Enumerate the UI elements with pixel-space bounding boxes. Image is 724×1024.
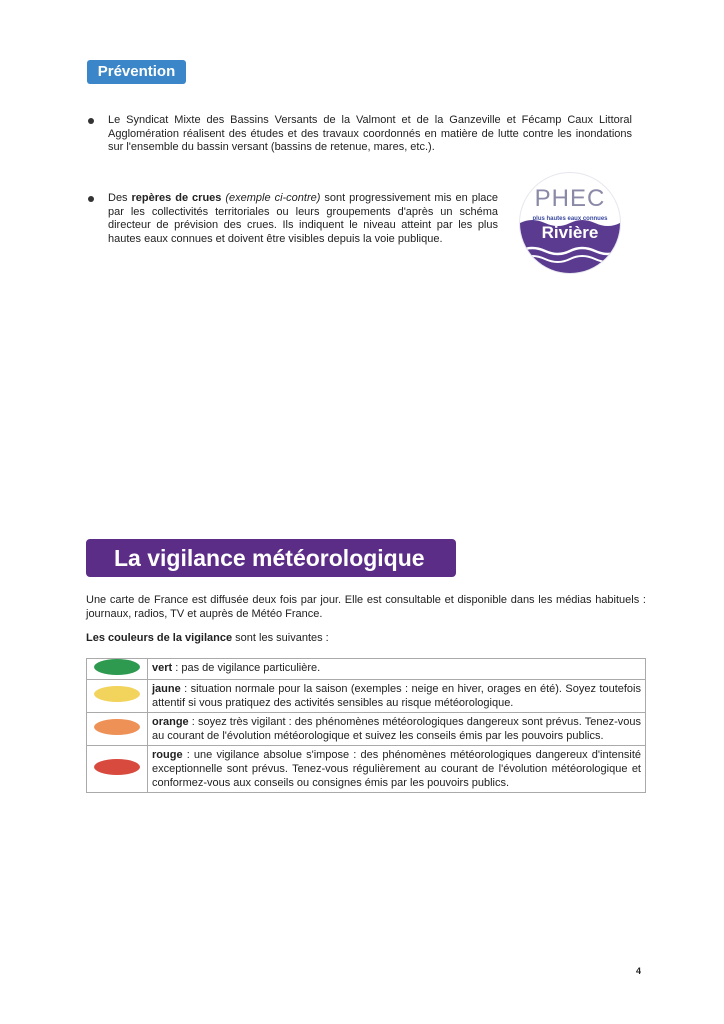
vigilance-intro: Une carte de France est diffusée deux fois par jour. Elle est consultable et disponible dans les médias habituels : journaux, radios, TV et auprès de Météo France.	[86, 594, 646, 620]
colors-heading-bold: Les couleurs de la vigilance	[86, 632, 233, 644]
phec-logo-title: PHEC	[534, 185, 606, 212]
bullet-text: Le Syndicat Mixte des Bassins Versants de la Valmont et de la Ganzeville et Fécamp Caux Littoral Agglomération réalisent des études et des travaux coordonnés en matière de lutte contre les inondations sur l'ensemble du bassin versant (bassins de retenue, mares, etc.).	[108, 114, 632, 153]
bullet-dot	[88, 118, 94, 124]
table-row	[87, 659, 646, 680]
phec-flood-marker-logo	[519, 172, 621, 274]
level-description: : situation normale pour la saison (exemples : neige en hiver, orages en été). Soyez toutefois attentif si vous pratiquez des activités sensibles au risque météorologique.	[152, 683, 641, 709]
bullet-text-start: Des	[108, 192, 132, 204]
red-level-swatch	[94, 759, 140, 775]
green-level-swatch	[94, 659, 140, 675]
bullet-text-rest: sont progressivement mis en place par les collectivités territoriales ou leurs groupements d'après un schéma directeur de prévision des crues. Ils indiquent le niveau atteint par les plus hautes eaux connues et doivent être visibles depuis la voie publique.	[108, 192, 499, 245]
level-name: vert	[152, 662, 173, 674]
level-description: : soyez très vigilant : des phénomènes météorologiques dangereux sont prévus. Tenez-vous au courant de l'évolution météorologique et suivez les conseils émis par les pouvoirs publics.	[152, 716, 641, 742]
page-number: 4	[636, 966, 642, 976]
vigilance-heading: La vigilance météorologique	[86, 539, 456, 577]
table-row	[87, 680, 646, 713]
bullet-italic-note: (exemple ci-contre)	[225, 192, 321, 204]
level-name: rouge	[152, 749, 183, 761]
level-name: orange	[152, 716, 189, 728]
orange-level-swatch	[94, 719, 140, 735]
colors-heading	[86, 631, 329, 645]
phec-logo-river: Rivière	[541, 223, 599, 242]
phec-logo-subtitle: plus hautes eaux connues	[532, 216, 608, 222]
colors-heading-rest: sont les suivantes :	[232, 632, 329, 644]
bullet-dot	[88, 196, 94, 202]
prevention-bullet-reperes	[108, 192, 498, 246]
yellow-level-swatch	[94, 686, 140, 702]
table-row	[87, 746, 646, 793]
prevention-bullet-syndicat	[108, 114, 632, 155]
bullet-bold-term: repères de crues	[131, 192, 222, 204]
vigilance-color-table	[86, 658, 646, 793]
table-row	[87, 713, 646, 746]
prevention-heading: Prévention	[87, 60, 186, 84]
level-name: jaune	[152, 683, 181, 695]
level-description: : pas de vigilance particulière.	[172, 662, 321, 674]
level-description: : une vigilance absolue s'impose : des phénomènes météorologiques dangereux d'intensité exceptionnelle sont prévus. Tenez-vous régulièrement au courant de l'évolution météorologique et conformez-vous aux conseils ou consignes émis par les pouvoirs publics.	[152, 749, 641, 789]
